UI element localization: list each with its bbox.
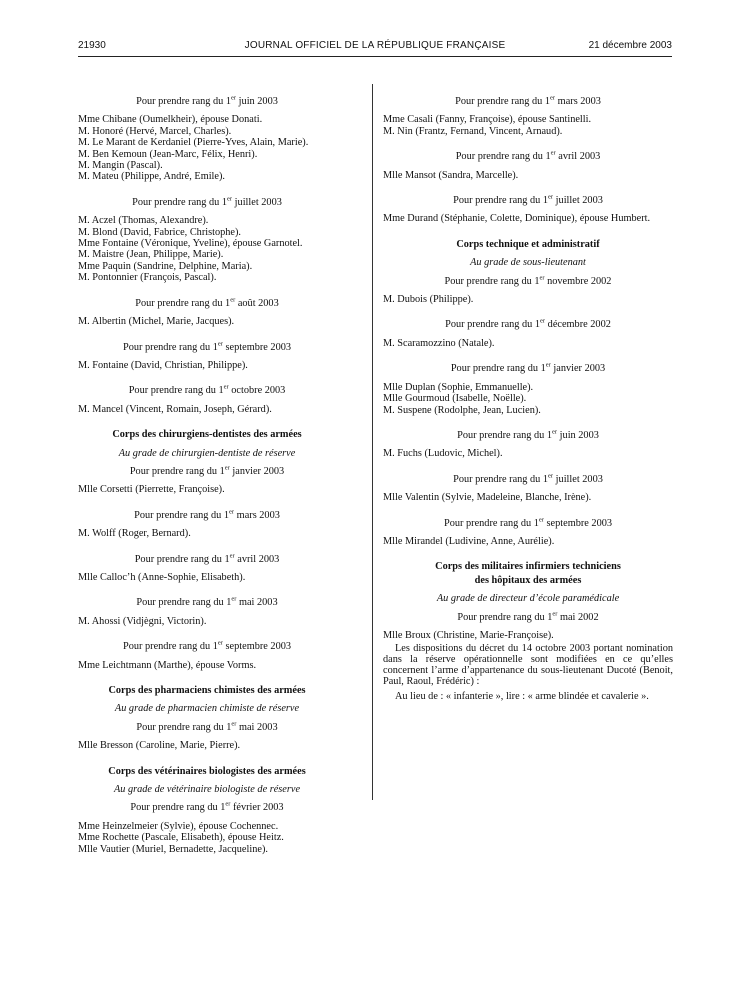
rank-date-line bbox=[383, 319, 673, 330]
list-item: M. Aczel (Thomas, Alexandre). bbox=[78, 215, 209, 227]
rank-text: Pour prendre rang du 1 bbox=[453, 473, 549, 485]
rank-text: Pour prendre rang du 1 bbox=[122, 641, 218, 653]
list-item: M. Honoré (Hervé, Marcel, Charles). bbox=[78, 125, 232, 137]
rank-date-line bbox=[383, 612, 673, 623]
rank-date: mars 2003 bbox=[234, 509, 280, 521]
rank-section bbox=[78, 197, 336, 284]
ordinal-suffix: er bbox=[230, 296, 236, 304]
list-item: Mme Durand (Stéphanie, Colette, Dominique), épouse Humbert. bbox=[383, 213, 651, 225]
rank-date: mai 2003 bbox=[236, 721, 278, 733]
appointee-list bbox=[78, 404, 336, 415]
corps-heading-continued: des hôpitaux des armées bbox=[474, 574, 582, 586]
rank-date-line bbox=[383, 96, 673, 107]
rank-date: février 2003 bbox=[230, 802, 284, 814]
list-item: Mme Paquin (Sandrine, Delphine, Maria). bbox=[78, 260, 253, 272]
rank-date-line bbox=[78, 96, 336, 107]
rank-text: Pour prendre rang du 1 bbox=[443, 517, 539, 529]
rank-date: décembre 2002 bbox=[545, 319, 611, 331]
appointee-list bbox=[383, 448, 673, 459]
rank-text: Pour prendre rang du 1 bbox=[134, 553, 230, 565]
rank-section bbox=[383, 612, 673, 642]
appointee-list bbox=[78, 660, 336, 671]
rank-date-line bbox=[383, 195, 673, 206]
ordinal-suffix: er bbox=[231, 720, 237, 728]
ordinal-suffix: er bbox=[552, 428, 558, 436]
header-rule bbox=[78, 56, 672, 57]
rank-section bbox=[78, 96, 336, 183]
rank-date-line bbox=[383, 151, 673, 162]
rank-section bbox=[78, 722, 336, 752]
list-item: Mlle Duplan (Sophie, Emmanuelle). bbox=[383, 381, 534, 393]
list-item: M. Ben Kemoun (Jean-Marc, Félix, Henri). bbox=[78, 148, 258, 160]
appointee-list bbox=[383, 170, 673, 181]
rank-date-line bbox=[383, 518, 673, 529]
list-item: Mlle Bresson (Caroline, Marie, Pierre). bbox=[78, 740, 241, 752]
grade-heading: Au grade de chirurgien-dentiste de réserve bbox=[118, 447, 296, 459]
appointee-list bbox=[78, 528, 336, 539]
issue-date: 21 décembre 2003 bbox=[588, 40, 672, 51]
corps-heading: Corps technique et administratif bbox=[456, 238, 600, 250]
right-column bbox=[383, 96, 673, 706]
rank-date: septembre 2003 bbox=[222, 641, 292, 653]
column-divider bbox=[372, 84, 373, 800]
appointee-list bbox=[383, 213, 673, 224]
rank-section bbox=[78, 641, 336, 671]
list-item: M. Mateu (Philippe, André, Emile). bbox=[78, 171, 225, 183]
list-item: M. Mancel (Vincent, Romain, Joseph, Gérard). bbox=[78, 403, 272, 415]
rank-date-line bbox=[78, 722, 336, 733]
list-item: M. Nin (Frantz, Fernand, Vincent, Arnaud). bbox=[383, 125, 563, 137]
rank-date: mai 2003 bbox=[236, 597, 278, 609]
list-item: M. Maistre (Jean, Philippe, Marie). bbox=[78, 249, 224, 261]
rank-date-line bbox=[383, 430, 673, 441]
list-item: M. Mangin (Pascal). bbox=[78, 160, 163, 172]
grade-heading: Au grade de vétérinaire biologiste de réserve bbox=[113, 784, 301, 796]
appointee-list bbox=[78, 740, 336, 751]
corps-heading: Corps des vétérinaires biologistes des armées bbox=[108, 765, 306, 777]
rank-text: Pour prendre rang du 1 bbox=[130, 802, 226, 814]
rank-section bbox=[383, 96, 673, 137]
rank-text: Pour prendre rang du 1 bbox=[455, 151, 551, 163]
ordinal-suffix: er bbox=[548, 193, 554, 201]
rank-text: Pour prendre rang du 1 bbox=[450, 363, 546, 375]
rank-text: Pour prendre rang du 1 bbox=[128, 385, 224, 397]
appointee-list bbox=[78, 114, 336, 182]
rank-section bbox=[383, 276, 673, 306]
rank-date: avril 2003 bbox=[555, 151, 601, 163]
rank-date: juin 2003 bbox=[557, 429, 599, 441]
list-item: Mme Fontaine (Véronique, Yveline), épouse Garnotel. bbox=[78, 238, 303, 250]
appointee-list bbox=[383, 114, 673, 137]
appointee-list bbox=[383, 294, 673, 305]
rank-text: Pour prendre rang du 1 bbox=[444, 275, 540, 287]
list-item: M. Ahossi (Vidjègni, Victorin). bbox=[78, 615, 207, 627]
ordinal-suffix: er bbox=[548, 472, 554, 480]
rank-section bbox=[78, 342, 336, 372]
list-item: Mlle Valentin (Sylvie, Madeleine, Blanche, Irène). bbox=[383, 492, 592, 504]
list-item: Mlle Corsetti (Pierrette, Françoise). bbox=[78, 484, 225, 496]
journal-title: JOURNAL OFFICIEL DE LA RÉPUBLIQUE FRANÇAISE bbox=[244, 40, 506, 51]
ordinal-suffix: er bbox=[229, 508, 235, 516]
appointee-list bbox=[78, 572, 336, 583]
rank-date-line bbox=[383, 276, 673, 287]
rank-date: novembre 2002 bbox=[544, 275, 612, 287]
rank-date: septembre 2003 bbox=[543, 517, 613, 529]
appointee-list bbox=[383, 630, 673, 641]
rank-date-line bbox=[78, 510, 336, 521]
rank-date-line bbox=[78, 641, 336, 652]
rank-date: juillet 2003 bbox=[232, 196, 282, 208]
ordinal-suffix: er bbox=[223, 383, 229, 391]
list-item: Mlle Vautier (Muriel, Bernadette, Jacqueline). bbox=[78, 843, 268, 855]
ordinal-suffix: er bbox=[217, 639, 223, 647]
list-item: M. Scaramozzino (Natale). bbox=[383, 337, 495, 349]
corps-heading: Corps des militaires infirmiers techniciens bbox=[435, 561, 621, 573]
list-item: M. Albertin (Michel, Marie, Jacques). bbox=[78, 316, 235, 328]
rank-date: octobre 2003 bbox=[228, 385, 286, 397]
appointee-list bbox=[383, 338, 673, 349]
rank-section bbox=[78, 385, 336, 415]
appointee-list bbox=[78, 821, 336, 855]
ordinal-suffix: er bbox=[539, 274, 545, 282]
ordinal-suffix: er bbox=[231, 94, 237, 102]
rank-text: Pour prendre rang du 1 bbox=[136, 721, 232, 733]
rank-section bbox=[78, 802, 336, 855]
ordinal-suffix: er bbox=[552, 610, 558, 618]
list-item: M. Wolff (Roger, Bernard). bbox=[78, 528, 191, 540]
rank-date-line bbox=[78, 466, 336, 477]
list-item: Mme Casali (Fanny, Françoise), épouse Santinelli. bbox=[383, 114, 592, 126]
ordinal-suffix: er bbox=[224, 464, 230, 472]
appointee-list bbox=[78, 215, 336, 283]
grade-heading: Au grade de sous-lieutenant bbox=[470, 257, 586, 269]
rank-date-line bbox=[383, 363, 673, 374]
rank-date-line bbox=[78, 597, 336, 608]
appointee-list bbox=[383, 536, 673, 547]
rank-text: Pour prendre rang du 1 bbox=[122, 341, 218, 353]
list-item: Mlle Mansot (Sandra, Marcelle). bbox=[383, 169, 519, 181]
rank-section bbox=[78, 597, 336, 627]
rank-date-line bbox=[78, 554, 336, 565]
list-item: Mlle Gourmoud (Isabelle, Noëlle). bbox=[383, 393, 527, 405]
rank-date: septembre 2003 bbox=[222, 341, 292, 353]
rank-text: Pour prendre rang du 1 bbox=[457, 429, 553, 441]
rank-date-line bbox=[78, 342, 336, 353]
left-column bbox=[78, 96, 336, 869]
rank-text: Pour prendre rang du 1 bbox=[136, 597, 232, 609]
list-item: Mme Rochette (Pascale, Elisabeth), épouse Heitz. bbox=[78, 832, 284, 844]
rank-text: Pour prendre rang du 1 bbox=[445, 319, 541, 331]
rank-section bbox=[78, 510, 336, 540]
ordinal-suffix: er bbox=[231, 595, 237, 603]
rank-section bbox=[78, 554, 336, 584]
list-item: Mlle Calloc’h (Anne-Sophie, Elisabeth). bbox=[78, 571, 246, 583]
page-number: 21930 bbox=[78, 40, 106, 51]
rank-date: avril 2003 bbox=[234, 553, 280, 565]
list-item: M. Pontonnier (François, Pascal). bbox=[78, 272, 217, 284]
rank-section bbox=[383, 195, 673, 225]
rank-date-line bbox=[78, 197, 336, 208]
ordinal-suffix: er bbox=[225, 801, 231, 809]
ordinal-suffix: er bbox=[227, 195, 233, 203]
ordinal-suffix: er bbox=[545, 361, 551, 369]
rank-section bbox=[383, 151, 673, 181]
rank-date: juillet 2003 bbox=[553, 195, 603, 207]
rank-date: janvier 2003 bbox=[550, 363, 606, 375]
grade-heading: Au grade de pharmacien chimiste de réserve bbox=[114, 703, 300, 715]
rank-text: Pour prendre rang du 1 bbox=[457, 611, 553, 623]
ordinal-suffix: er bbox=[540, 318, 546, 326]
rank-date: août 2003 bbox=[235, 297, 279, 309]
rank-date: juin 2003 bbox=[236, 96, 278, 107]
rank-text: Pour prendre rang du 1 bbox=[132, 196, 228, 208]
corps-heading: Corps des pharmaciens chimistes des armées bbox=[108, 685, 306, 696]
list-item: M. Fuchs (Ludovic, Michel). bbox=[383, 448, 503, 460]
appointee-list bbox=[383, 382, 673, 416]
appointee-list bbox=[78, 616, 336, 627]
list-item: Mme Heinzelmeier (Sylvie), épouse Cochennec. bbox=[78, 820, 279, 832]
rank-date-line bbox=[78, 802, 336, 813]
rank-text: Pour prendre rang du 1 bbox=[136, 96, 232, 107]
list-item: M. Le Marant de Kerdaniel (Pierre-Yves, Alain, Marie). bbox=[78, 137, 309, 149]
ordinal-suffix: er bbox=[217, 340, 223, 348]
rank-text: Pour prendre rang du 1 bbox=[453, 195, 549, 207]
rank-text: Pour prendre rang du 1 bbox=[134, 509, 230, 521]
ordinal-suffix: er bbox=[550, 94, 556, 102]
ordinal-suffix: er bbox=[550, 149, 556, 157]
grade-heading: Au grade de directeur d’école paramédicale bbox=[436, 593, 620, 605]
rank-section bbox=[383, 430, 673, 460]
list-item: Mlle Broux (Christine, Marie-Françoise). bbox=[383, 629, 554, 641]
list-item: M. Fontaine (David, Christian, Philippe). bbox=[78, 359, 248, 371]
list-item: Mme Leichtmann (Marthe), épouse Vorms. bbox=[78, 659, 257, 671]
rank-section bbox=[383, 363, 673, 416]
rank-date-line bbox=[78, 298, 336, 309]
rank-date-line bbox=[78, 385, 336, 396]
appointee-list bbox=[78, 484, 336, 495]
appointee-list bbox=[78, 316, 336, 327]
list-item: Mlle Mirandel (Ludivine, Anne, Aurélie). bbox=[383, 535, 555, 547]
ordinal-suffix: er bbox=[538, 516, 544, 524]
list-item: M. Suspene (Rodolphe, Jean, Lucien). bbox=[383, 404, 541, 416]
rank-text: Pour prendre rang du 1 bbox=[135, 297, 231, 309]
list-item: Mme Chibane (Oumelkheir), épouse Donati. bbox=[78, 114, 263, 126]
rank-date: juillet 2003 bbox=[553, 473, 603, 485]
list-item: M. Blond (David, Fabrice, Christophe). bbox=[78, 226, 242, 238]
rank-date: mars 2003 bbox=[555, 96, 601, 107]
ordinal-suffix: er bbox=[229, 552, 235, 560]
rank-text: Pour prendre rang du 1 bbox=[129, 465, 225, 477]
rank-text: Pour prendre rang du 1 bbox=[455, 96, 551, 107]
page-header bbox=[78, 38, 672, 54]
rank-section bbox=[383, 518, 673, 548]
corps-heading: Corps des chirurgiens-dentistes des armées bbox=[112, 429, 302, 441]
list-item: M. Dubois (Philippe). bbox=[383, 294, 474, 306]
amendment-paragraph: Les dispositions du décret du 14 octobre 2003 portant nomination dans la réserve opérationnelle sont modifiées en ce qu’elles concernent l’arme d’appartenance du sous-lieutenant Ducoté (Benoit, Paul, Raoul, Frédéric) : bbox=[383, 643, 673, 687]
rank-date: mai 2002 bbox=[557, 611, 599, 623]
amendment-correction: Au lieu de : « infanterie », lire : « arme blindée et cavalerie ». bbox=[395, 690, 649, 702]
appointee-list bbox=[383, 492, 673, 503]
rank-section bbox=[78, 466, 336, 496]
rank-section bbox=[383, 319, 673, 349]
rank-section bbox=[78, 298, 336, 328]
rank-section bbox=[383, 474, 673, 504]
rank-date: janvier 2003 bbox=[229, 465, 285, 477]
rank-date-line bbox=[383, 474, 673, 485]
appointee-list bbox=[78, 360, 336, 371]
